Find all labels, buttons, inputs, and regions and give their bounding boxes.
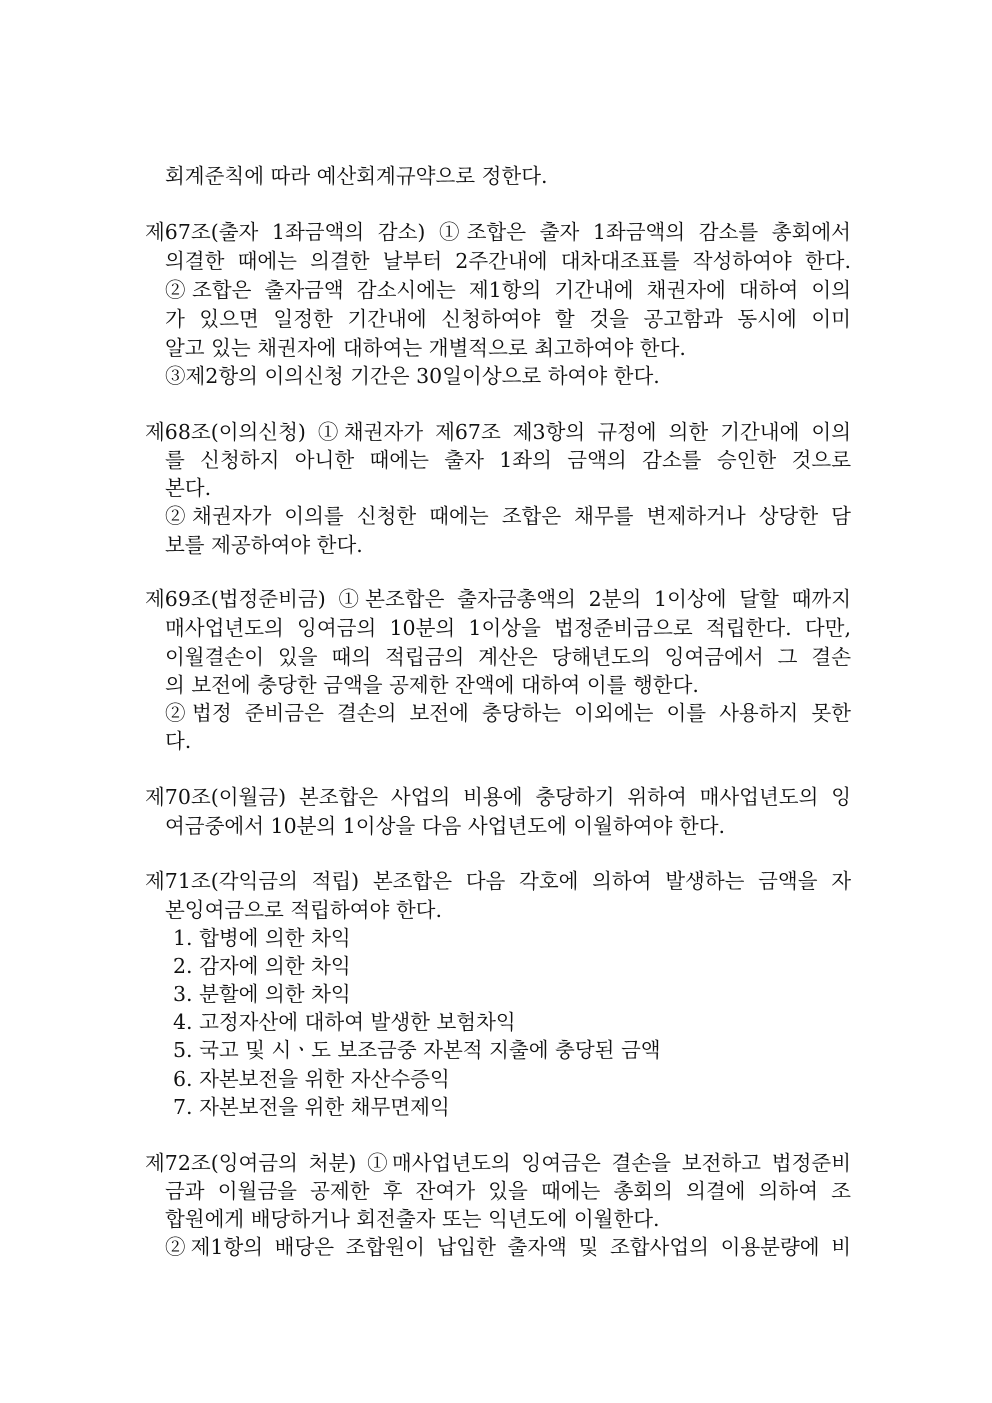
text-line: ②법정 준비금은 결손의 보전에 충당하는 이외에는 이를 사용하지 못한 — [165, 701, 851, 725]
text-line: 매사업년도의 잉여금의 10분의 1이상을 법정준비금으로 적립한다. 다만, — [165, 616, 851, 640]
text-line: 가 있으면 일정한 기간내에 신청하여야 할 것을 공고함과 동시에 이미 — [165, 307, 851, 331]
text-line: 다. — [165, 729, 192, 753]
list-item: 7. 자본보전을 위한 채무면제익 — [173, 1095, 450, 1119]
text-line: ②채권자가 이의를 신청한 때에는 조합은 채무를 변제하거나 상당한 담 — [165, 504, 851, 528]
list-item: 4. 고정자산에 대하여 발생한 보험차익 — [173, 1010, 516, 1034]
list-item: 6. 자본보전을 위한 자산수증익 — [173, 1067, 450, 1091]
text-line: 금과 이월금을 공제한 후 잔여가 있을 때에는 총회의 의결에 의하여 조 — [165, 1179, 851, 1203]
text-line: ②제1항의 배당은 조합원이 납입한 출자액 및 조합사업의 이용분량에 비 — [165, 1235, 851, 1259]
article-69-heading: 제69조(법정준비금) ①본조합은 출자금총액의 2분의 1이상에 달할 때까지 — [145, 587, 851, 611]
text-line: 를 신청하지 아니한 때에는 출자 1좌의 금액의 감소를 승인한 것으로 — [165, 448, 851, 472]
text-line: ②조합은 출자금액 감소시에는 제1항의 기간내에 채권자에 대하여 이의 — [165, 278, 851, 302]
list-item: 2. 감자에 의한 차익 — [173, 954, 351, 978]
list-item: 3. 분할에 의한 차익 — [173, 982, 351, 1006]
text-line: 합원에게 배당하거나 회전출자 또는 익년도에 이월한다. — [165, 1207, 660, 1231]
article-72-heading: 제72조(잉여금의 처분) ①매사업년도의 잉여금은 결손을 보전하고 법정준비 — [145, 1151, 851, 1175]
text-line: 알고 있는 채권자에 대하여는 개별적으로 최고하여야 한다. — [165, 336, 686, 360]
article-68-heading: 제68조(이의신청) ①채권자가 제67조 제3항의 규정에 의한 기간내에 이의 — [145, 420, 851, 444]
text-line: 보를 제공하여야 한다. — [165, 533, 363, 557]
text-line: 본다. — [165, 476, 212, 500]
text-line: ③제2항의 이의신청 기간은 30일이상으로 하여야 한다. — [165, 364, 660, 388]
text-line: 본잉여금으로 적립하여야 한다. — [165, 898, 442, 922]
text-line: 의결한 때에는 의결한 날부터 2주간내에 대차대조표를 작성하여야 한다. — [165, 249, 851, 273]
list-item: 5. 국고 및 시ㆍ도 보조금중 자본적 지출에 충당된 금액 — [173, 1038, 661, 1062]
text-line: 회계준칙에 따라 예산회계규약으로 정한다. — [165, 164, 548, 188]
text-line: 의 보전에 충당한 금액을 공제한 잔액에 대하여 이를 행한다. — [165, 673, 699, 697]
article-67-heading: 제67조(출자 1좌금액의 감소) ①조합은 출자 1좌금액의 감소를 총회에서 — [145, 220, 851, 244]
text-line: 여금중에서 10분의 1이상을 다음 사업년도에 이월하여야 한다. — [165, 814, 726, 838]
article-71-heading: 제71조(각익금의 적립) 본조합은 다음 각호에 의하여 발생하는 금액을 자 — [145, 869, 851, 893]
list-item: 1. 합병에 의한 차익 — [173, 926, 351, 950]
text-line: 이월결손이 있을 때의 적립금의 계산은 당해년도의 잉여금에서 그 결손 — [165, 645, 851, 669]
article-70-heading: 제70조(이월금) 본조합은 사업의 비용에 충당하기 위하여 매사업년도의 잉 — [145, 785, 851, 809]
